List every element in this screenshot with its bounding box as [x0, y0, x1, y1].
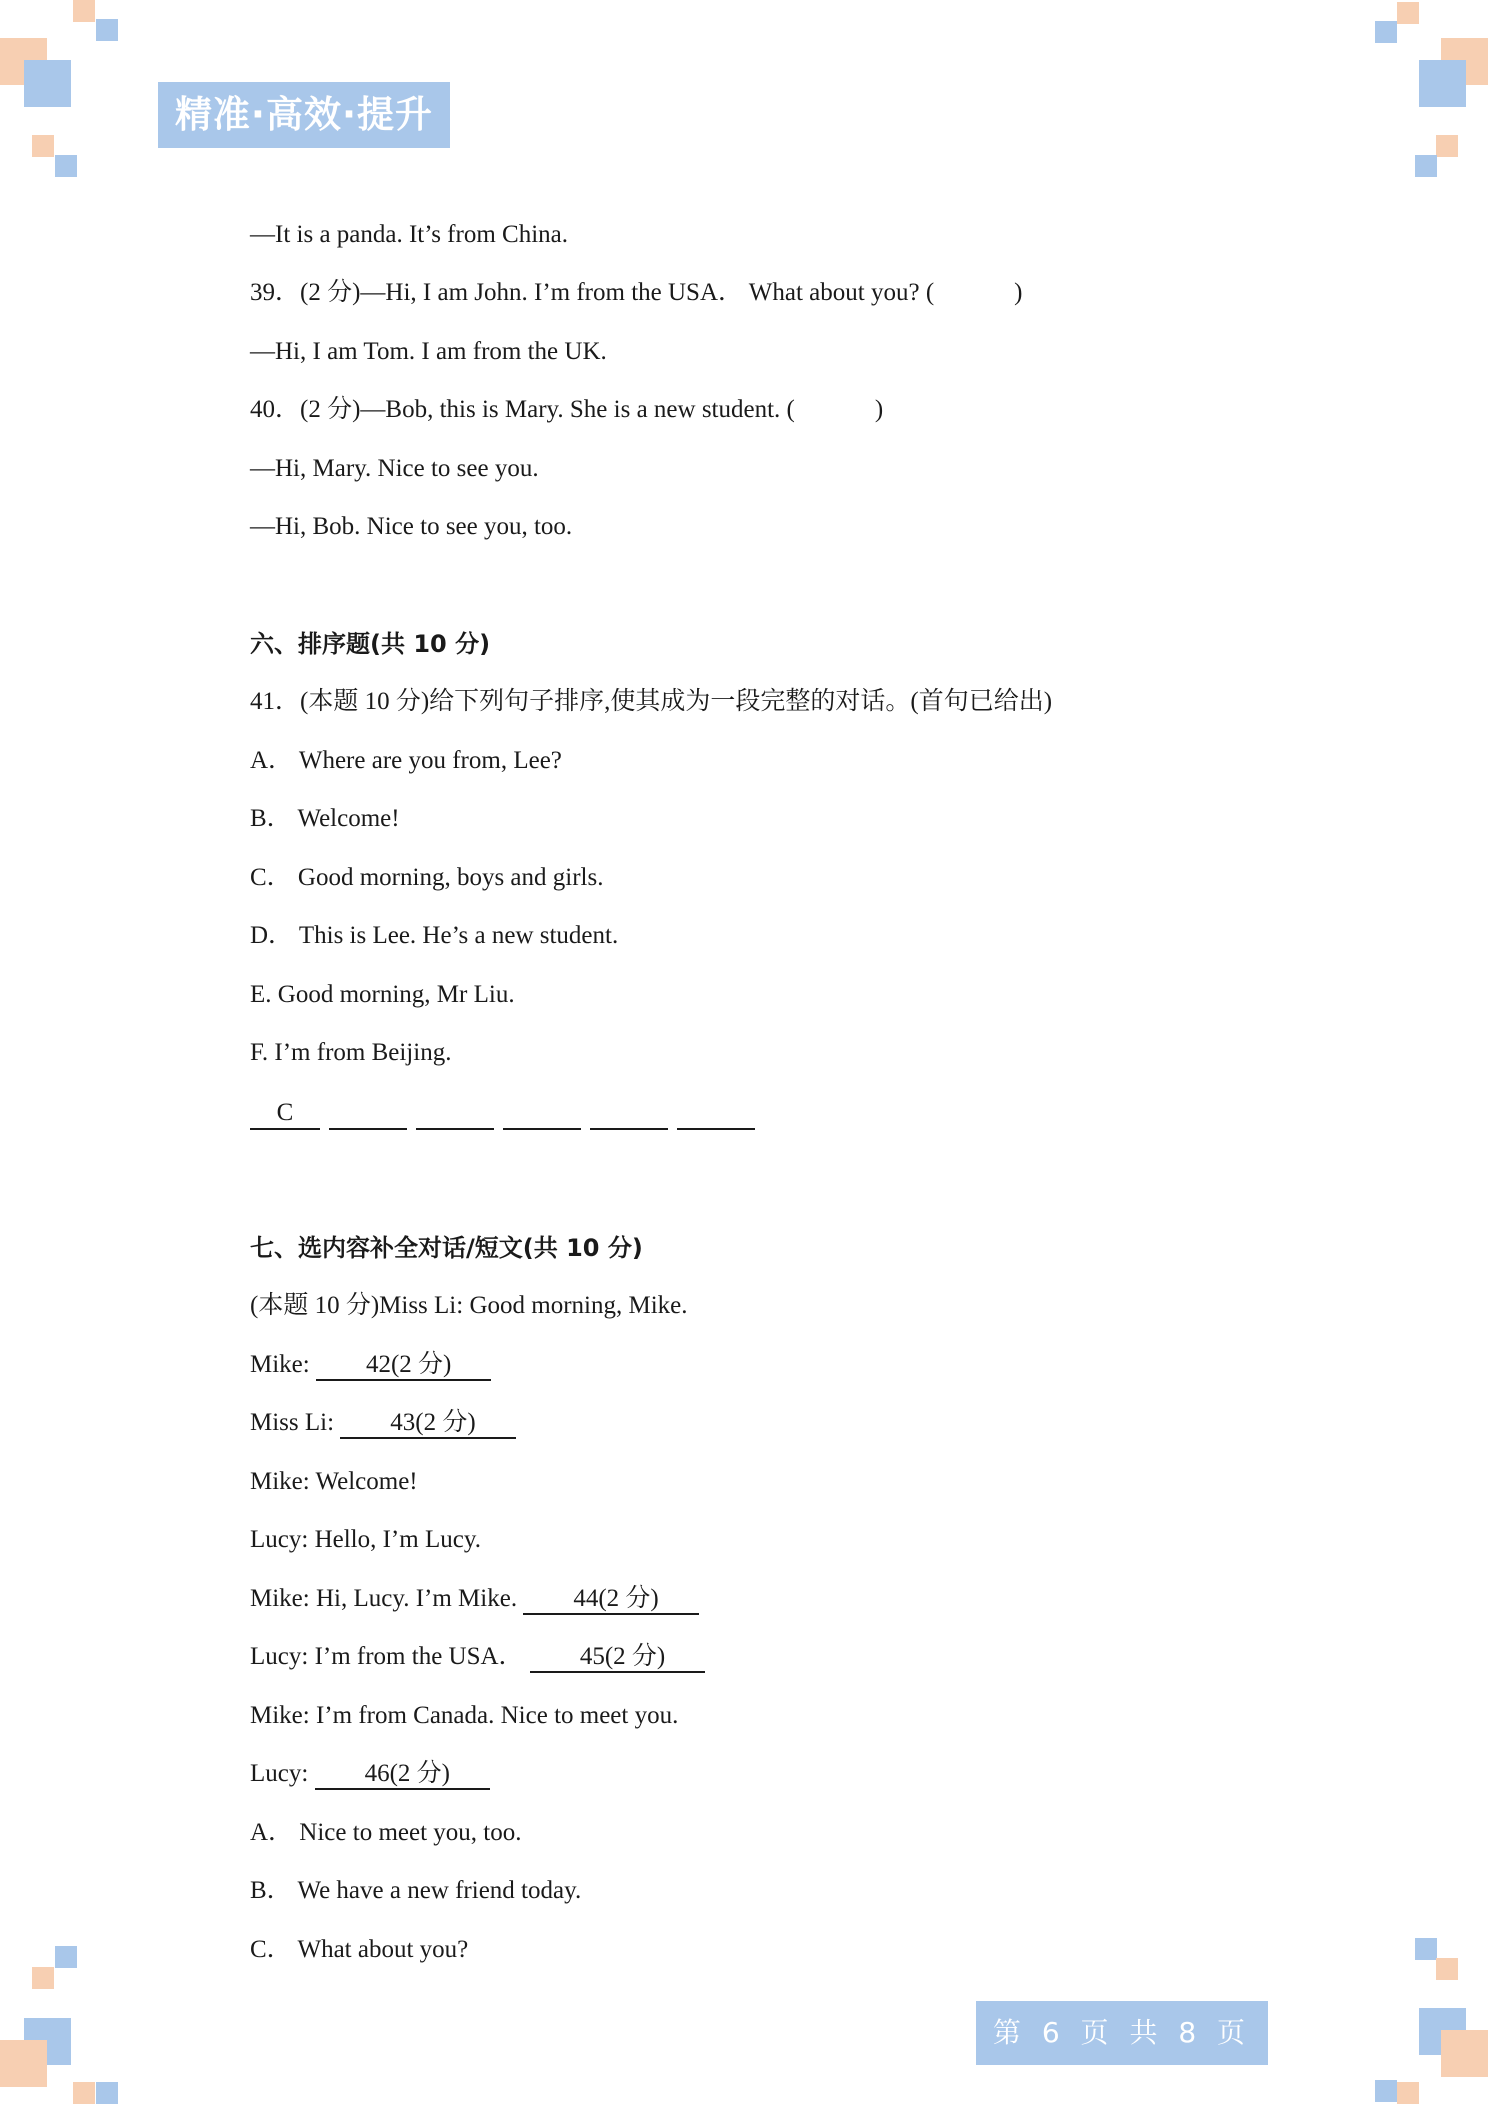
blank-45[interactable]: 45(2 分) — [530, 1643, 705, 1673]
dialogue-line: —Hi, Bob. Nice to see you, too. — [250, 513, 573, 540]
option-d: D． This is Lee. He’s a new student. — [250, 922, 619, 949]
question-41: 41．(本题 10 分)给下列句子排序,使其成为一段完整的对话。(首句已给出) — [250, 688, 1053, 715]
blank-43[interactable]: 43(2 分) — [340, 1409, 515, 1439]
option-b: B． Welcome! — [250, 805, 400, 832]
dialogue-row-45: Lucy: I’m from the USA． 45(2 分) — [250, 1640, 705, 1674]
blank-42[interactable]: 42(2 分) — [316, 1351, 491, 1381]
page-number-footer: 第 6 页 共 8 页 — [976, 2001, 1268, 2065]
choice-b: B． We have a new friend today. — [250, 1877, 582, 1904]
dialogue-row-42: Mike: 42(2 分) — [250, 1348, 491, 1382]
blank-46[interactable]: 46(2 分) — [315, 1760, 490, 1790]
choice-c: C． What about you? — [250, 1936, 469, 1963]
dialogue-line: —It is a panda. It’s from China. — [250, 221, 568, 248]
question-39: 39．(2 分)—Hi, I am John. I’m from the USA． What about you? ( ) — [250, 279, 1023, 306]
sequence-blank[interactable] — [590, 1098, 668, 1130]
dialogue-row-46: Lucy: 46(2 分) — [250, 1757, 490, 1791]
option-f: F. I’m from Beijing. — [250, 1039, 452, 1066]
option-e: E. Good morning, Mr Liu. — [250, 981, 515, 1008]
sequence-blank[interactable] — [503, 1098, 581, 1130]
question-40: 40．(2 分)—Bob, this is Mary. She is a new student. ( ) — [250, 396, 884, 423]
sequence-blank[interactable] — [416, 1098, 494, 1130]
dialogue-row-44: Mike: Hi, Lucy. I’m Mike. 44(2 分) — [250, 1582, 699, 1616]
sequence-answer-row — [250, 1098, 755, 1130]
sequence-blank[interactable] — [329, 1098, 407, 1130]
option-c: C． Good morning, boys and girls. — [250, 864, 604, 891]
dialogue-row: Mike: I’m from Canada. Nice to meet you. — [250, 1702, 679, 1729]
dialogue-row: Mike: Welcome! — [250, 1468, 418, 1495]
dialogue-line: —Hi, Mary. Nice to see you. — [250, 455, 539, 482]
dialogue-row-43: Miss Li: 43(2 分) — [250, 1406, 516, 1440]
choice-a: A． Nice to meet you, too. — [250, 1819, 522, 1846]
section-6-heading: 六、排序题(共 10 分) — [250, 630, 491, 658]
section-7-intro: (本题 10 分)Miss Li: Good morning, Mike. — [250, 1292, 688, 1319]
dialogue-row: Lucy: Hello, I’m Lucy. — [250, 1526, 481, 1553]
dialogue-line: —Hi, I am Tom. I am from the UK. — [250, 338, 607, 365]
sequence-blank[interactable] — [677, 1098, 755, 1130]
sequence-blank[interactable]: C — [250, 1098, 320, 1130]
blank-44[interactable]: 44(2 分) — [523, 1585, 698, 1615]
option-a: A． Where are you from, Lee? — [250, 747, 562, 774]
brand-banner: 精准·高效·提升 — [158, 82, 450, 148]
section-7-heading: 七、选内容补全对话/短文(共 10 分) — [250, 1234, 643, 1262]
